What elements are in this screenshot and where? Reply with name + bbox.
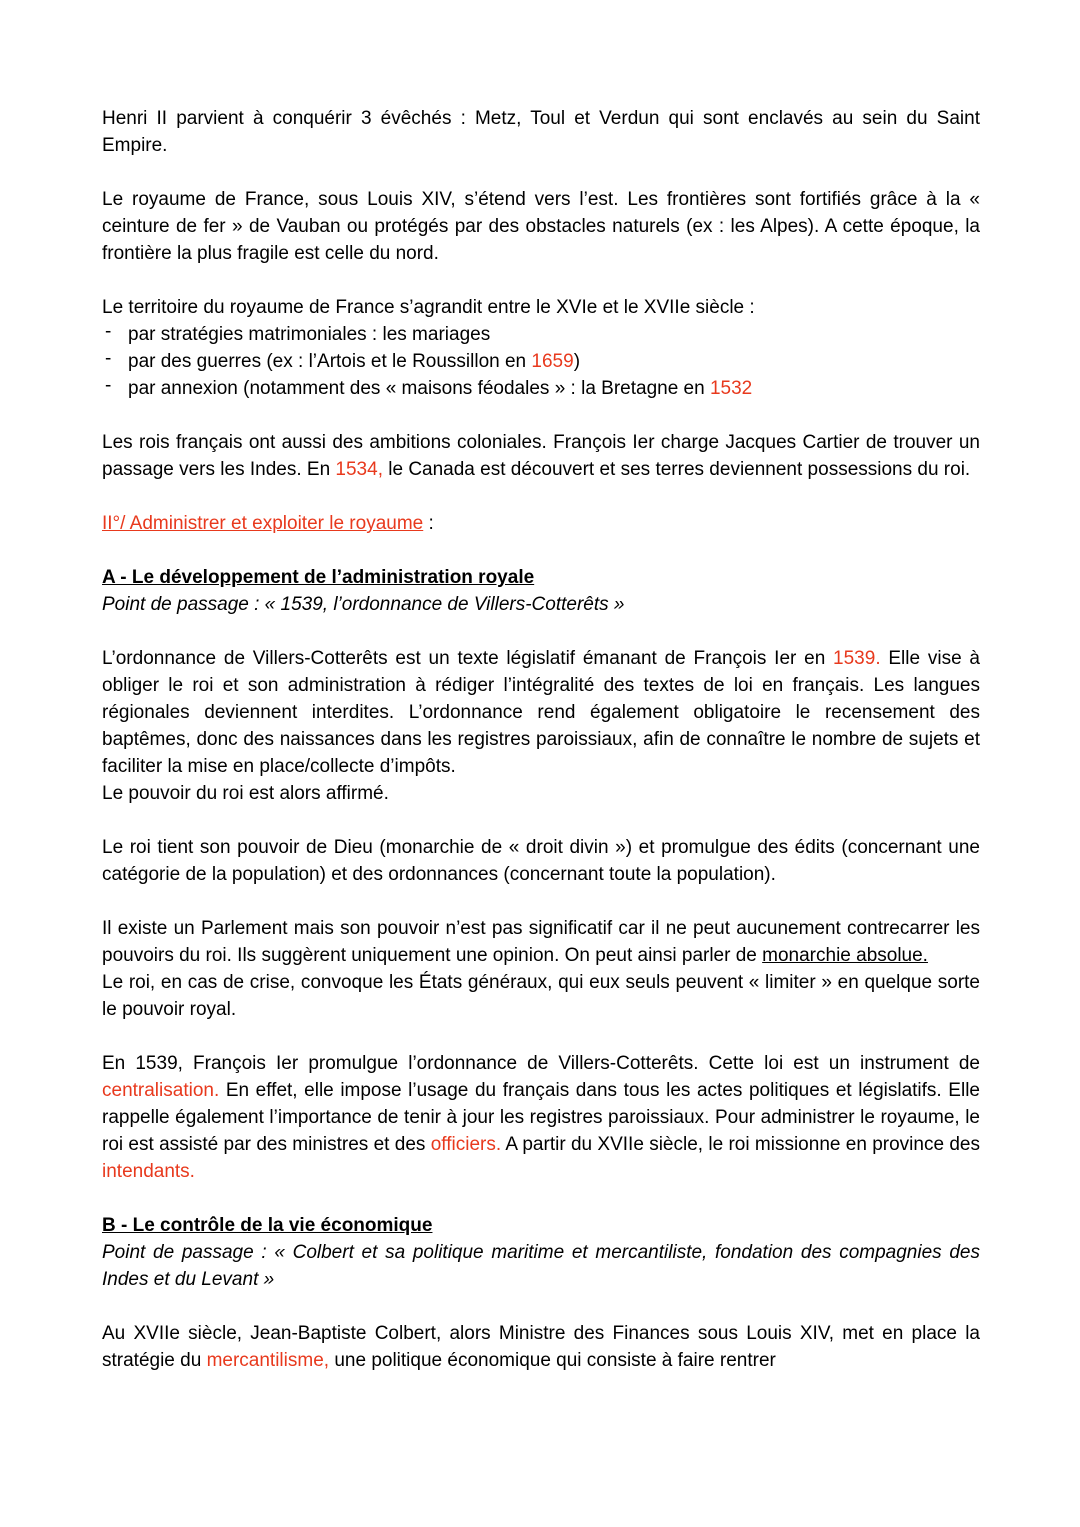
text-run: centralisation. [102,1080,220,1101]
list-item [102,375,980,402]
list-dash-marker: - [105,321,112,342]
text-run: Le roi, en cas de crise, convoque les États généraux, qui eux seuls peuvent « limiter » en quelque sorte le pouvoir royal. [102,972,980,1020]
text-run: En effet, elle impose l’usage du français dans tous les actes politiques et législatifs. Elle rappelle également l’importance de tenir à jour les registres paroissiaux. Pour administrer le royaume, le roi est assisté par des ministres et des [102,1080,980,1155]
text-run: intendants. [102,1161,195,1182]
text-run: par stratégies matrimoniales : les mariages [128,324,491,345]
text-run: Les rois français ont aussi des ambitions coloniales. François Ier charge Jacques Cartier de trouver un passage vers les Indes. En [102,432,980,480]
text-run: 1534, [335,459,383,480]
list-dash-marker: - [105,375,112,396]
text-run: Point de passage : « 1539, l’ordonnance de Villers-Cotterêts » [102,594,625,615]
text-run: 1659 [531,351,574,372]
text-run: Le roi tient son pouvoir de Dieu (monarchie de « droit divin ») et promulgue des édits (concernant une catégorie de la population) et des ordonnances (concernant toute la population). [102,837,980,885]
text-run: officiers. [430,1134,502,1155]
text-run: 1532 [709,378,753,399]
paragraph-parlement [102,915,980,1023]
text-run: L’ordonnance de Villers-Cotterêts est un texte législatif émanant de François Ier en [102,648,834,669]
text-run: A - Le développement de l’administration royale [102,567,535,588]
subsection-heading-a [102,564,980,591]
text-run: ) [573,351,581,372]
paragraph-droit-divin [102,834,980,888]
expansion-list [102,321,980,402]
text-run: Elle vise à obliger le roi et son administration à rédiger l’intégralité des textes de loi en français. Les langues régionales deviennent interdites. L’ordonnance rend également obligatoire le recensement des baptêmes, donc des naissances dans les registres paroissiaux, afin de connaître le nombre de sujets et faciliter la mise en place/collecte d’impôts. [102,648,980,777]
text-run: Le territoire du royaume de France s’agrandit entre le XVIe et le XVIIe siècle : [102,297,755,318]
subsection-heading-b [102,1212,980,1239]
paragraph-trois-eveches [102,105,980,159]
point-de-passage-a [102,591,980,618]
list-item [102,321,980,348]
text-run: A partir du XVIIe siècle, le roi missionne en province des [501,1134,980,1155]
text-run: Il existe un Parlement mais son pouvoir n’est pas significatif car il ne peut aucunement contrecarrer les pouvoirs du roi. Ils suggèrent uniquement une opinion. On peut ainsi parler de [102,918,980,966]
text-run: En 1539, François Ier promulgue l’ordonnance de Villers-Cotterêts. Cette loi est un instrument de [102,1053,980,1074]
paragraph-frontieres [102,186,980,267]
paragraph-colbert [102,1320,980,1374]
text-run: Henri II parvient à conquérir 3 évêchés : Metz, Toul et Verdun qui sont enclavés au sein du Saint Empire. [102,108,980,156]
text-run: : [423,513,434,534]
text-run: 1539. [833,648,881,669]
text-run: une politique économique qui consiste à faire rentrer [329,1350,776,1371]
text-run: Au XVIIe siècle, Jean-Baptiste Colbert, alors Ministre des Finances sous Louis XIV, met en place la stratégie du [102,1323,980,1371]
paragraph-ordonnance [102,645,980,807]
document-body [102,105,980,1374]
text-run: Le royaume de France, sous Louis XIV, s’étend vers l’est. Les frontières sont fortifiés grâce à la « ceinture de fer » de Vauban ou protégés par des obstacles naturels (ex : les Alpes). A cette époque, la frontière la plus fragile est celle du nord. [102,189,980,264]
section-heading-2 [102,510,980,537]
list-item [102,348,980,375]
text-run: le Canada est découvert et ses terres deviennent possessions du roi. [382,459,971,480]
list-dash-marker: - [105,348,112,369]
text-run: Le pouvoir du roi est alors affirmé. [102,783,389,804]
paragraph-ambitions-coloniales [102,429,980,483]
paragraph-centralisation [102,1050,980,1185]
paragraph-territoire-intro [102,294,980,321]
text-run: par annexion (notamment des « maisons féodales » : la Bretagne en [128,378,710,399]
text-run: Point de passage : « Colbert et sa politique maritime et mercantiliste, fondation des compagnies des Indes et du Levant » [102,1242,980,1290]
text-run: monarchie absolue. [762,945,928,966]
point-de-passage-b [102,1239,980,1293]
text-run: mercantilisme, [206,1350,330,1371]
text-run: par des guerres (ex : l’Artois et le Roussillon en [128,351,532,372]
text-run: B - Le contrôle de la vie économique [102,1215,433,1236]
text-run: II°/ Administrer et exploiter le royaume [102,513,424,534]
